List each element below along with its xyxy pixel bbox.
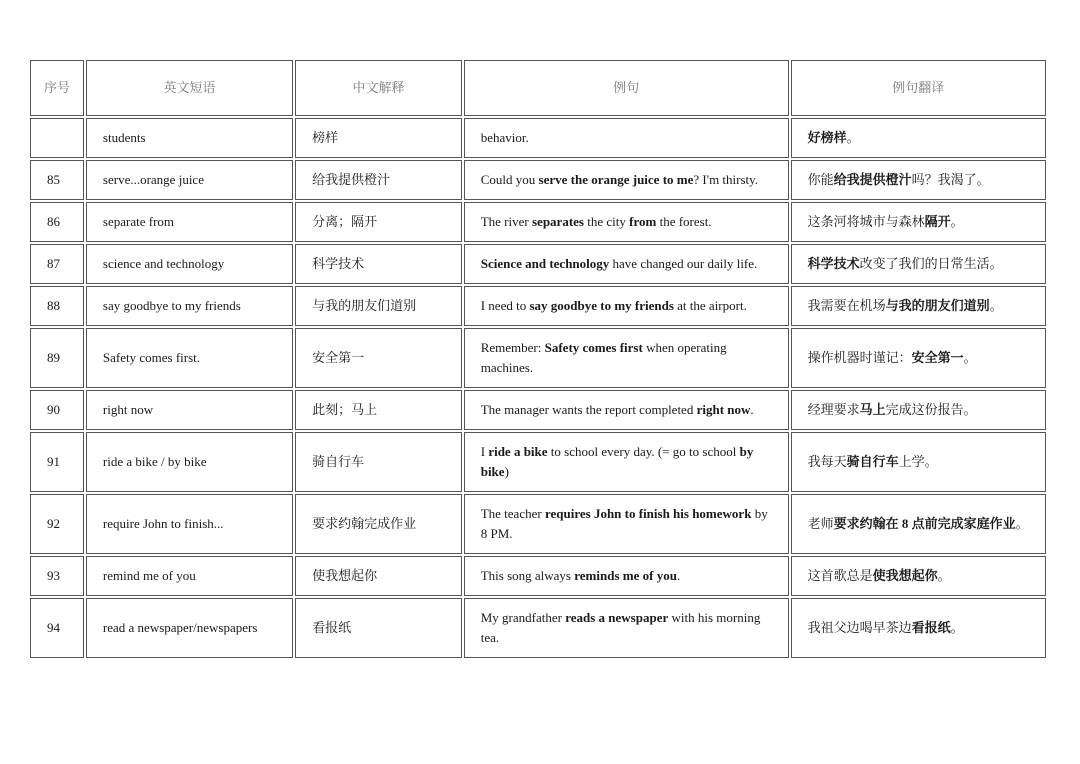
translation-text: 。 — [950, 620, 964, 635]
chinese-meaning: 榜样 — [295, 118, 462, 158]
english-phrase: serve...orange juice — [86, 160, 293, 200]
translation-text: 。 — [963, 350, 977, 365]
header-english-phrase: 英文短语 — [86, 60, 293, 116]
translation-text: 我需要在机场 — [807, 298, 886, 313]
sentence-text: ) — [504, 464, 509, 479]
highlighted-translation: 使我想起你 — [872, 568, 938, 583]
row-number — [30, 118, 84, 158]
chinese-meaning: 骑自行车 — [295, 432, 462, 492]
highlighted-translation: 要求约翰在 8 点前完成家庭作业 — [833, 516, 1016, 531]
highlighted-phrase: separates — [531, 214, 584, 229]
chinese-meaning: 看报纸 — [295, 598, 462, 658]
translation-text: 。 — [950, 214, 964, 229]
chinese-meaning: 与我的朋友们道别 — [295, 286, 462, 326]
example-sentence — [464, 160, 789, 200]
row-number: 90 — [30, 390, 84, 430]
english-phrase: separate from — [86, 202, 293, 242]
translation-text: 这首歌总是 — [807, 568, 873, 583]
table-row — [30, 286, 1046, 326]
sentence-text: I — [480, 444, 489, 459]
translation-text: 操作机器时谨记： — [807, 350, 912, 365]
table-row — [30, 160, 1046, 200]
chinese-meaning: 要求约翰完成作业 — [295, 494, 462, 554]
sentence-text: have changed our daily life. — [609, 256, 758, 271]
highlighted-phrase: ride a bike — [488, 444, 548, 459]
row-number: 85 — [30, 160, 84, 200]
sentence-text: Could you — [480, 172, 539, 187]
table-row — [30, 328, 1046, 388]
example-translation — [791, 432, 1046, 492]
table-row — [30, 118, 1046, 158]
table-row — [30, 432, 1046, 492]
highlighted-phrase: serve the orange juice to me — [538, 172, 694, 187]
translation-text: 你能 — [807, 172, 834, 187]
sentence-text: . — [750, 402, 754, 417]
english-phrase: remind me of you — [86, 556, 293, 596]
english-phrase: say goodbye to my friends — [86, 286, 293, 326]
highlighted-translation: 马上 — [859, 402, 886, 417]
highlighted-phrase: reads a newspaper — [565, 610, 669, 625]
highlighted-phrase: say goodbye to my friends — [529, 298, 674, 313]
example-sentence — [464, 244, 789, 284]
sentence-text: the forest. — [656, 214, 712, 229]
translation-text: 改变了我们的日常生活。 — [859, 256, 1003, 271]
sentence-text: to school every day. (= go to school — [547, 444, 740, 459]
chinese-meaning: 安全第一 — [295, 328, 462, 388]
sentence-text: My grandfather — [480, 610, 566, 625]
highlighted-phrase: Safety comes first — [544, 340, 643, 355]
highlighted-phrase: by bike — [480, 444, 754, 479]
translation-text: 上学。 — [898, 454, 938, 469]
row-number: 92 — [30, 494, 84, 554]
sentence-text: . — [676, 568, 681, 583]
row-number: 89 — [30, 328, 84, 388]
chinese-meaning: 分离；隔开 — [295, 202, 462, 242]
translation-text: 经理要求 — [807, 402, 860, 417]
sentence-text: with his morning tea. — [480, 610, 761, 645]
chinese-meaning: 科学技术 — [295, 244, 462, 284]
sentence-text: behavior. — [480, 130, 529, 145]
english-phrase: right now — [86, 390, 293, 430]
highlighted-phrase: from — [629, 214, 657, 229]
highlighted-phrase: right now — [696, 402, 751, 417]
sentence-text: The river — [480, 214, 532, 229]
row-number: 94 — [30, 598, 84, 658]
highlighted-translation: 骑自行车 — [846, 454, 899, 469]
highlighted-phrase: reminds me of you — [574, 568, 677, 583]
table-row — [30, 556, 1046, 596]
sentence-text: ? I'm thirsty. — [693, 172, 759, 187]
example-sentence — [464, 494, 789, 554]
sentence-text: the city — [583, 214, 630, 229]
highlighted-phrase: Science and technology — [480, 256, 610, 271]
row-number: 88 — [30, 286, 84, 326]
highlighted-translation: 科学技术 — [807, 256, 860, 271]
sentence-text: I need to — [480, 298, 530, 313]
sentence-text: at the airport. — [673, 298, 747, 313]
example-sentence — [464, 390, 789, 430]
example-sentence — [464, 432, 789, 492]
chinese-meaning: 此刻；马上 — [295, 390, 462, 430]
example-translation — [791, 598, 1046, 658]
example-translation — [791, 556, 1046, 596]
translation-text: 。 — [1015, 516, 1029, 531]
header-chinese-meaning: 中文解释 — [295, 60, 462, 116]
english-phrase: students — [86, 118, 293, 158]
example-translation — [791, 286, 1046, 326]
example-translation — [791, 494, 1046, 554]
header-example-sentence: 例句 — [464, 60, 789, 116]
table-row — [30, 244, 1046, 284]
highlighted-translation: 看报纸 — [911, 620, 951, 635]
chinese-meaning: 使我想起你 — [295, 556, 462, 596]
row-number: 93 — [30, 556, 84, 596]
header-number: 序号 — [30, 60, 84, 116]
english-phrase: require John to finish... — [86, 494, 293, 554]
table-row — [30, 390, 1046, 430]
example-translation — [791, 160, 1046, 200]
english-phrase: science and technology — [86, 244, 293, 284]
example-sentence — [464, 286, 789, 326]
translation-text: 这条河将城市与森林 — [807, 214, 925, 229]
example-sentence — [464, 118, 789, 158]
highlighted-translation: 隔开 — [924, 214, 951, 229]
example-sentence — [464, 598, 789, 658]
translation-text: 完成这份报告。 — [885, 402, 977, 417]
highlighted-translation: 给我提供橙汁 — [833, 172, 912, 187]
sentence-text: This song always — [480, 568, 575, 583]
header-row — [30, 60, 1046, 116]
highlighted-translation: 与我的朋友们道别 — [885, 298, 990, 313]
translation-text: 。 — [937, 568, 951, 583]
example-translation — [791, 390, 1046, 430]
sentence-text: by 8 PM. — [480, 506, 768, 541]
example-sentence — [464, 556, 789, 596]
example-translation — [791, 244, 1046, 284]
translation-text: 老师 — [807, 516, 834, 531]
row-number: 91 — [30, 432, 84, 492]
example-sentence — [464, 202, 789, 242]
example-sentence — [464, 328, 789, 388]
header-example-translation: 例句翻译 — [791, 60, 1046, 116]
table-body — [30, 118, 1046, 658]
highlighted-translation: 好榜样 — [807, 130, 847, 145]
translation-text: 我祖父边喝早茶边 — [807, 620, 912, 635]
table-row — [30, 202, 1046, 242]
english-phrase: Safety comes first. — [86, 328, 293, 388]
table-row — [30, 598, 1046, 658]
vocabulary-table — [28, 58, 1048, 660]
row-number: 87 — [30, 244, 84, 284]
example-translation — [791, 202, 1046, 242]
translation-text: 吗？我渴了。 — [911, 172, 990, 187]
translation-text: 。 — [989, 298, 1003, 313]
example-translation — [791, 328, 1046, 388]
sentence-text: The manager wants the report completed — [480, 402, 697, 417]
english-phrase: ride a bike / by bike — [86, 432, 293, 492]
sentence-text: when operating machines. — [480, 340, 727, 375]
translation-text: 。 — [846, 130, 860, 145]
sentence-text: The teacher — [480, 506, 545, 521]
highlighted-translation: 安全第一 — [911, 350, 964, 365]
vocabulary-table-sheet — [30, 58, 1050, 660]
row-number: 86 — [30, 202, 84, 242]
highlighted-phrase: requires John to finish his homework — [544, 506, 752, 521]
table-row — [30, 494, 1046, 554]
translation-text: 我每天 — [807, 454, 847, 469]
example-translation — [791, 118, 1046, 158]
chinese-meaning: 给我提供橙汁 — [295, 160, 462, 200]
sentence-text: Remember: — [480, 340, 545, 355]
english-phrase: read a newspaper/newspapers — [86, 598, 293, 658]
